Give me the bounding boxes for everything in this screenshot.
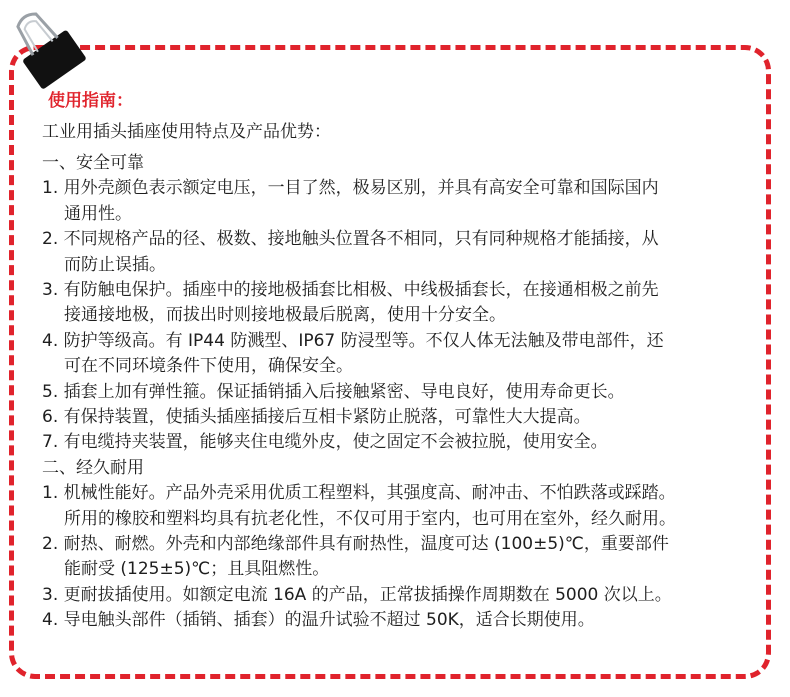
binder-clip-icon [2,4,92,94]
list-item: 6. 有保持装置，使插头插座插接后互相卡紧防止脱落，可靠性大大提高。 [42,407,591,427]
guide-heading: 使用指南： [48,91,133,111]
list-item: 3. 有防触电保护。插座中的接地极插套比相极、中线极插套长，在接通相极之前先 [42,280,659,300]
list-item-continuation: 能耐受 (125±5)℃；且具阻燃性。 [64,559,330,580]
list-item: 1. 用外壳颜色表示额定电压，一目了然，极易区别，并具有高安全可靠和国际国内 [42,178,659,199]
list-item: 5. 插套上加有弹性箍。保证插销插入后接触紧密、导电良好，使用寿命更长。 [42,381,625,402]
intro-line: 工业用插头插座使用特点及产品优势： [42,122,331,142]
list-item: 1. 机械性能好。产品外壳采用优质工程塑料，其强度高、耐冲击、不怕跌落或踩踏。 [42,483,676,504]
list-item: 4. 导电触头部件（插销、插套）的温升试验不超过 50K，适合长期使用。 [42,610,595,631]
list-item: 4. 防护等级高。有 IP44 防溅型、IP67 防浸型等。不仅人体无法触及带电部件，还 [42,330,664,351]
list-item-continuation: 所用的橡胶和塑料均具有抗老化性，不仅可用于室内，也可用在室外，经久耐用。 [64,508,676,529]
list-item: 2. 不同规格产品的径、极数、接地触头位置各不相同，只有同种规格才能插接，从 [42,229,659,250]
list-item-continuation: 接通接地极，而拔出时则接地极最后脱离，使用十分安全。 [64,305,506,326]
section-title: 一、安全可靠 [42,153,144,173]
list-item-continuation: 可在不同环境条件下使用，确保安全。 [64,356,353,377]
list-item: 7. 有电缆持夹装置，能够夹住电缆外皮，使之固定不会被拉脱，使用安全。 [42,432,608,453]
list-item-continuation: 通用性。 [64,203,132,224]
list-item: 3. 更耐拔插使用。如额定电流 16A 的产品，正常拔插操作周期数在 5000 次以上。 [42,584,672,605]
list-item-continuation: 而防止误插。 [64,254,166,275]
section-title: 二、经久耐用 [42,457,144,478]
list-item: 2. 耐热、耐燃。外壳和内部绝缘部件具有耐热性，温度可达 (100±5)℃，重要部件 [42,534,669,554]
